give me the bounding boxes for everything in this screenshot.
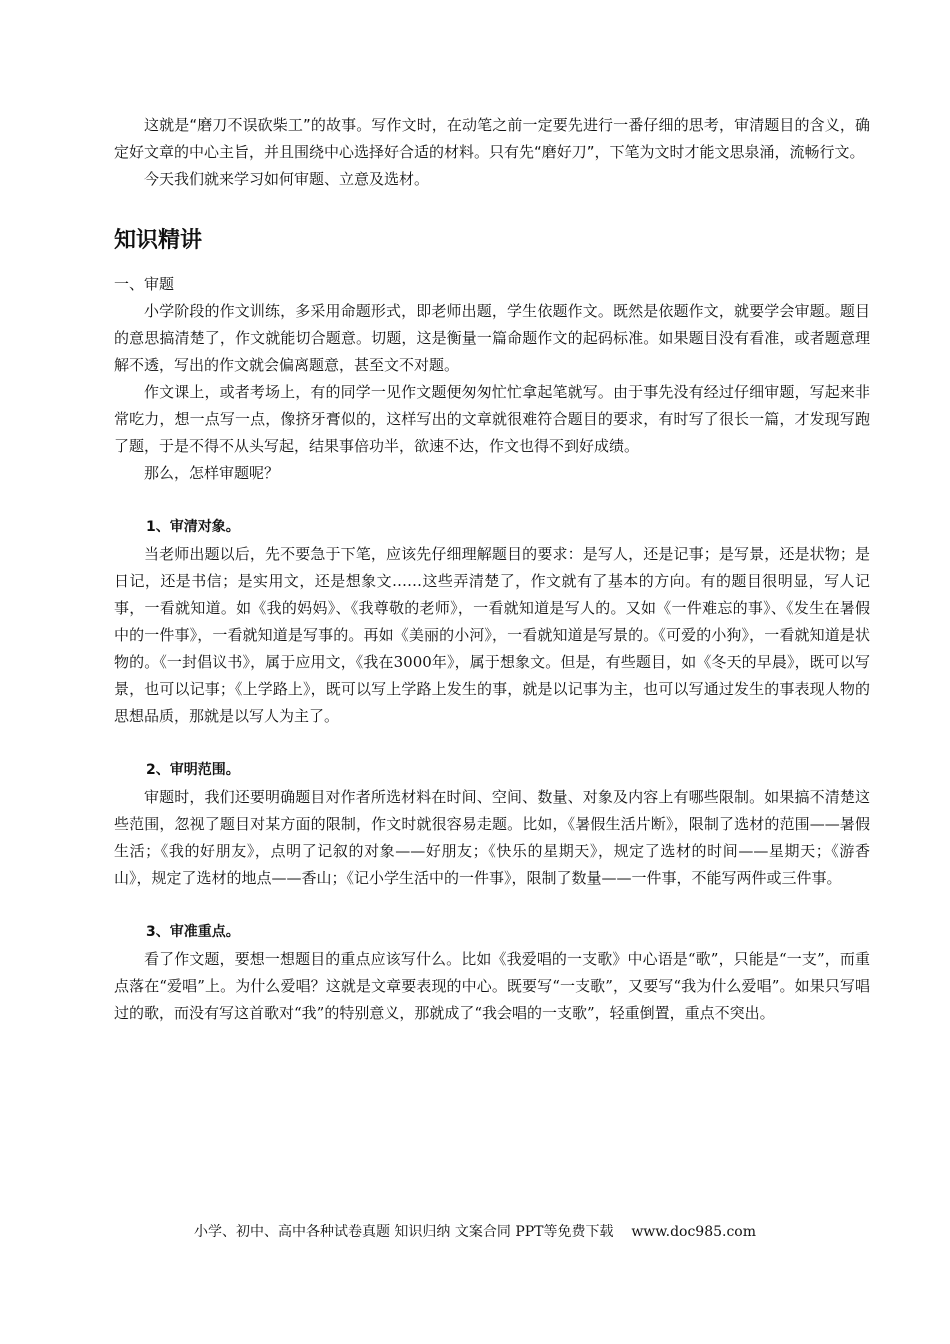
body-paragraph: 那么，怎样审题呢？ xyxy=(144,464,280,482)
intro-paragraph: 今天我们就来学习如何审题、立意及选材。 xyxy=(144,170,430,188)
subheading: 一、审题 xyxy=(114,275,175,293)
section-title: 知识精讲 xyxy=(114,228,203,253)
point-block xyxy=(114,514,870,730)
page-footer xyxy=(0,1221,950,1243)
footer-link[interactable]: www.doc985.com xyxy=(631,1224,757,1240)
point-paragraph: 审题时，我们还要明确题目对作者所选材料在时间、空间、数量、对象及内容上有哪些限制。如果搞不清楚这些范围，忽视了题目对某方面的限制，作文时就很容易走题。比如，《暑假生活片断》，限制了选材的范围——暑假生活；《我的好朋友》，点明了记叙的对象——好朋友；《快乐的星期天》，规定了选材的时间——星期天；《游香山》，规定了选材的地点——香山；《记小学生活中的一件事》，限制了数量——一件事，不能写两件或三件事。 xyxy=(114,788,870,887)
document-page xyxy=(114,112,870,1027)
point-paragraph: 当老师出题以后，先不要急于下笔，应该先仔细理解题目的要求：是写人，还是记事；是写景，还是状物；是日记，还是书信；是实用文，还是想象文……这些弄清楚了，作文就有了基本的方向。有的题目很明显，写人记事，一看就知道。如《我的妈妈》、《我尊敬的老师》，一看就知道是写人的。又如《一件难忘的事》、《发生在暑假中的一件事》，一看就知道是写事的。再如《美丽的小河》，一看就知道是写景的。《可爱的小狗》，一看就知道是状物的。《一封倡议书》，属于应用文，《我在3000年》，属于想象文。但是，有些题目，如《冬天的早晨》，既可以写景，也可以记事；《上学路上》，既可以写上学路上发生的事，就是以记事为主，也可以写通过发生的事表现人物的思想品质，那就是以写人为主了。 xyxy=(114,545,870,725)
point-title: 2、审明范围。 xyxy=(146,762,240,778)
intro-paragraph: 这就是“磨刀不误砍柴工”的故事。写作文时，在动笔之前一定要先进行一番仔细的思考，审清题目的含义，确定好文章的中心主旨，并且围绕中心选择好合适的材料。只有先“磨好刀”，下笔为文时才能文思泉涌，流畅行文。 xyxy=(114,116,870,161)
footer-text: 小学、初中、高中各种试卷真题 知识归纳 文案合同 PPT等免费下载 xyxy=(193,1224,614,1240)
point-title: 3、审准重点。 xyxy=(146,924,240,940)
point-block xyxy=(114,757,870,892)
body-paragraph: 小学阶段的作文训练，多采用命题形式，即老师出题，学生依题作文。既然是依题作文，就要学会审题。题目的意思搞清楚了，作文就能切合题意。切题，这是衡量一篇命题作文的起码标准。如果题目没有看准，或者题意理解不透，写出的作文就会偏离题意，甚至文不对题。 xyxy=(114,302,870,374)
body-paragraph: 作文课上，或者考场上，有的同学一见作文题便匆匆忙忙拿起笔就写。由于事先没有经过仔细审题，写起来非常吃力，想一点写一点，像挤牙膏似的，这样写出的文章就很难符合题目的要求，有时写了很长一篇，才发现写跑了题，于是不得不从头写起，结果事倍功半，欲速不达，作文也得不到好成绩。 xyxy=(114,383,870,455)
point-paragraph: 看了作文题，要想一想题目的重点应该写什么。比如《我爱唱的一支歌》中心语是“歌”，只能是“一支”，而重点落在“爱唱”上。为什么爱唱？这就是文章要表现的中心。既要写“一支歌”，又要写“我为什么爱唱”。如果只写唱过的歌，而没有写这首歌对“我”的特别意义，那就成了“我会唱的一支歌”，轻重倒置，重点不突出。 xyxy=(114,950,870,1022)
point-block xyxy=(114,919,870,1027)
point-title: 1、审清对象。 xyxy=(146,519,240,535)
intro-block xyxy=(114,112,870,193)
